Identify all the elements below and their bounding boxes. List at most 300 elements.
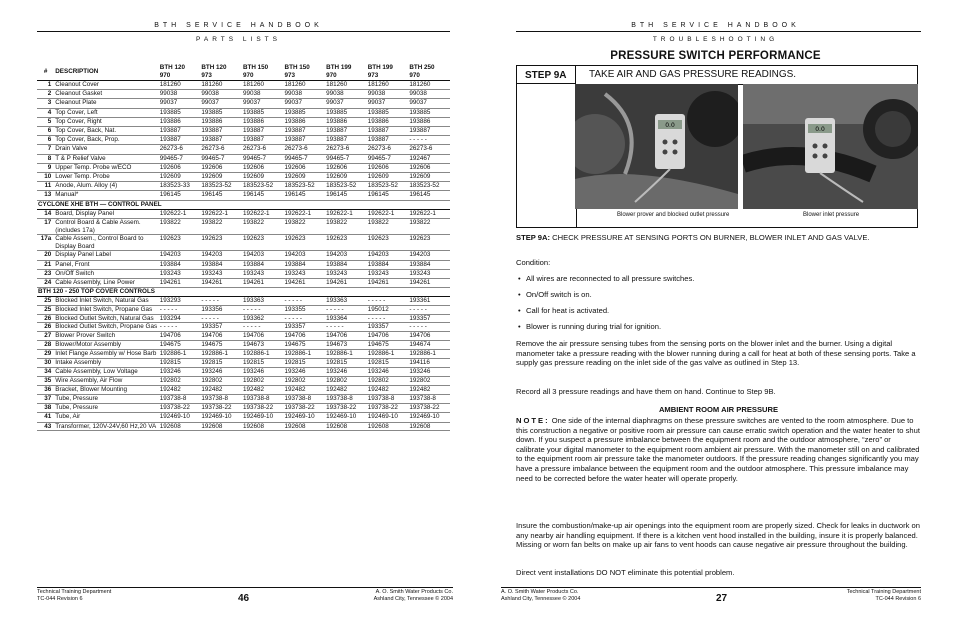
part-number-index: 37 bbox=[37, 395, 54, 404]
part-code: 193887 bbox=[159, 127, 201, 136]
part-number-index: 11 bbox=[37, 182, 54, 191]
part-description: Cable Assembly, Low Voltage bbox=[54, 368, 159, 377]
col-desc-header: DESCRIPTION bbox=[54, 63, 159, 81]
part-code: 194261 bbox=[367, 279, 409, 288]
part-number-index: 38 bbox=[37, 404, 54, 413]
part-description: Blower/Motor Assembly bbox=[54, 341, 159, 350]
part-code: 192622-1 bbox=[242, 209, 284, 218]
model-series: 970 bbox=[242, 71, 254, 79]
part-code: 192802 bbox=[159, 376, 201, 385]
part-code: 192609 bbox=[325, 173, 367, 182]
part-code: 194706 bbox=[325, 331, 367, 340]
part-code: 194261 bbox=[200, 279, 242, 288]
part-code: 193361 bbox=[408, 297, 450, 306]
part-code: 192469-10 bbox=[159, 413, 201, 422]
right-header-subtitle: TROUBLESHOOTING bbox=[652, 36, 779, 43]
left-header-rule bbox=[37, 31, 450, 32]
part-code: 192482 bbox=[325, 385, 367, 394]
step-line-text: CHECK PRESSURE AT SENSING PORTS ON BURNER, BLOWER INLET AND GAS VALVE. bbox=[552, 233, 870, 242]
part-code: 26273-6 bbox=[159, 145, 201, 154]
part-code: 194706 bbox=[242, 331, 284, 340]
part-code: 193357 bbox=[284, 323, 326, 332]
part-code: 192802 bbox=[367, 376, 409, 385]
part-code: 192622-1 bbox=[159, 209, 201, 218]
table-row bbox=[37, 279, 450, 288]
part-code: 183523-52 bbox=[408, 182, 450, 191]
table-row bbox=[37, 173, 450, 182]
col-model-header-4 bbox=[284, 63, 326, 81]
model-series: 970 bbox=[159, 71, 171, 79]
part-code: 193885 bbox=[200, 108, 242, 117]
part-code: 192622-1 bbox=[408, 209, 450, 218]
part-number-index: 41 bbox=[37, 413, 54, 422]
table-row bbox=[37, 163, 450, 172]
part-number-index: 8 bbox=[37, 154, 54, 163]
table-row bbox=[37, 404, 450, 413]
part-number-index: 4 bbox=[37, 108, 54, 117]
part-code: 192469-10 bbox=[325, 413, 367, 422]
part-description: Blocked Outlet Switch, Natural Gas bbox=[54, 314, 159, 323]
part-code: 192606 bbox=[284, 163, 326, 172]
part-number-index: 26 bbox=[37, 323, 54, 332]
note-paragraph bbox=[516, 416, 921, 483]
part-code: 193738-22 bbox=[367, 404, 409, 413]
right-footer-right bbox=[847, 589, 921, 603]
part-code: 192815 bbox=[284, 358, 326, 367]
part-code: 99037 bbox=[200, 99, 242, 108]
table-row bbox=[37, 136, 450, 145]
table-row bbox=[37, 341, 450, 350]
part-code: 194706 bbox=[159, 331, 201, 340]
part-code: 192622-1 bbox=[367, 209, 409, 218]
part-code: 192482 bbox=[284, 385, 326, 394]
part-code: 196145 bbox=[242, 191, 284, 200]
part-number-index: 17 bbox=[37, 219, 54, 235]
part-code: 193822 bbox=[200, 219, 242, 235]
part-code: 193243 bbox=[284, 269, 326, 278]
table-row bbox=[37, 331, 450, 340]
part-code: 192482 bbox=[408, 385, 450, 394]
part-code: 194203 bbox=[284, 251, 326, 260]
part-description: Cleanout Gasket bbox=[54, 90, 159, 99]
part-code: 194203 bbox=[242, 251, 284, 260]
model-name: BTH 250 bbox=[409, 64, 435, 71]
part-number-index: 1 bbox=[37, 81, 54, 90]
part-number-index: 13 bbox=[37, 191, 54, 200]
part-code: 192609 bbox=[284, 173, 326, 182]
left-footer-company: A. O. Smith Water Products Co. bbox=[375, 589, 453, 595]
right-footer-left bbox=[501, 589, 580, 603]
part-code: 193738-22 bbox=[325, 404, 367, 413]
left-header-subtitle: PARTS LISTS bbox=[196, 36, 281, 43]
part-number-index: 25 bbox=[37, 306, 54, 315]
part-code: 193243 bbox=[200, 269, 242, 278]
part-code: - - - - - bbox=[284, 314, 326, 323]
condition-bullet-2 bbox=[516, 290, 921, 300]
caption-right: Blower inlet pressure bbox=[803, 212, 860, 218]
part-code: 193243 bbox=[325, 269, 367, 278]
part-code: 192606 bbox=[325, 163, 367, 172]
table-row bbox=[37, 269, 450, 278]
part-code: 194675 bbox=[367, 341, 409, 350]
part-code: 193886 bbox=[367, 117, 409, 126]
part-code: 193885 bbox=[159, 108, 201, 117]
part-code: - - - - - bbox=[408, 323, 450, 332]
part-description: Cleanout Cover bbox=[54, 81, 159, 90]
part-code: 99465-7 bbox=[325, 154, 367, 163]
part-code: 192469-10 bbox=[284, 413, 326, 422]
part-code: 193887 bbox=[200, 136, 242, 145]
part-code: 181260 bbox=[242, 81, 284, 90]
part-code: 181260 bbox=[325, 81, 367, 90]
part-code: 192606 bbox=[159, 163, 201, 172]
part-code: 192815 bbox=[325, 358, 367, 367]
meter-reading-right: 0.0 bbox=[815, 126, 825, 133]
table-row bbox=[37, 385, 450, 394]
part-code: 193886 bbox=[242, 117, 284, 126]
part-code: 99038 bbox=[408, 90, 450, 99]
photo-blower-prover bbox=[575, 84, 738, 209]
part-description: Drain Valve bbox=[54, 145, 159, 154]
col-model-header-7 bbox=[408, 63, 450, 81]
part-code: 99465-7 bbox=[242, 154, 284, 163]
part-code: 183523-52 bbox=[200, 182, 242, 191]
part-code: 99037 bbox=[242, 99, 284, 108]
table-row bbox=[37, 81, 450, 90]
part-code: 192815 bbox=[367, 358, 409, 367]
part-code: 193246 bbox=[159, 368, 201, 377]
part-code: 194706 bbox=[367, 331, 409, 340]
part-code: 194706 bbox=[408, 331, 450, 340]
table-row bbox=[37, 209, 450, 218]
part-number-index: 14 bbox=[37, 209, 54, 218]
part-code: - - - - - bbox=[367, 297, 409, 306]
table-row bbox=[37, 376, 450, 385]
left-footer-right bbox=[374, 589, 453, 603]
part-code: 193884 bbox=[159, 260, 201, 269]
part-code: 99037 bbox=[284, 99, 326, 108]
part-code: 193887 bbox=[284, 136, 326, 145]
part-code: 192802 bbox=[200, 376, 242, 385]
part-code: 193885 bbox=[284, 108, 326, 117]
ambient-title: AMBIENT ROOM AIR PRESSURE bbox=[658, 405, 779, 414]
part-code: 192608 bbox=[159, 422, 201, 431]
part-code: 193886 bbox=[200, 117, 242, 126]
part-description: Cleanout Plate bbox=[54, 99, 159, 108]
part-code: 193294 bbox=[159, 314, 201, 323]
part-number-index: 28 bbox=[37, 341, 54, 350]
model-series: 973 bbox=[201, 71, 212, 79]
right-footer-rule bbox=[501, 587, 921, 588]
part-description: Top Cover, Back, Prop. bbox=[54, 136, 159, 145]
part-code: 99037 bbox=[325, 99, 367, 108]
condition-bullet-1-text: • All wires are reconnected to all pressure switches. bbox=[516, 274, 921, 284]
part-code: 192469-10 bbox=[408, 413, 450, 422]
model-name: BTH 120 bbox=[159, 64, 185, 71]
part-code: 194261 bbox=[159, 279, 201, 288]
part-code: 192623 bbox=[408, 235, 450, 251]
part-description: T & P Relief Valve bbox=[54, 154, 159, 163]
part-code: 26273-6 bbox=[367, 145, 409, 154]
table-section-row bbox=[37, 200, 450, 209]
right-footer-revision: TC-044 Revision 6 bbox=[875, 596, 921, 602]
part-description: Bracket, Blower Mounting bbox=[54, 385, 159, 394]
part-code: 193822 bbox=[284, 219, 326, 235]
right-header-title: BTH SERVICE HANDBOOK bbox=[631, 22, 800, 29]
part-code: 26273-6 bbox=[408, 145, 450, 154]
part-number-index: 6 bbox=[37, 136, 54, 145]
part-code: 193822 bbox=[408, 219, 450, 235]
part-code: 193887 bbox=[408, 127, 450, 136]
right-header-rule bbox=[516, 31, 921, 32]
part-code: 99038 bbox=[284, 90, 326, 99]
part-code: 194706 bbox=[284, 331, 326, 340]
part-code: 183523-52 bbox=[284, 182, 326, 191]
part-code: 99037 bbox=[367, 99, 409, 108]
part-code: - - - - - bbox=[159, 323, 201, 332]
part-code: 193357 bbox=[367, 323, 409, 332]
part-description: Cable Assem., Control Board to Display Board bbox=[54, 235, 159, 251]
left-footer-revision: TC-044 Revision 6 bbox=[37, 596, 83, 602]
col-num-header: # bbox=[37, 63, 54, 81]
table-row bbox=[37, 395, 450, 404]
part-code: 181260 bbox=[200, 81, 242, 90]
part-code: 194675 bbox=[159, 341, 201, 350]
part-code: 99037 bbox=[408, 99, 450, 108]
part-description: Display Panel Label bbox=[54, 251, 159, 260]
paragraph-2: Record all 3 pressure readings and have them on hand. Continue to Step 9B. bbox=[516, 387, 776, 396]
paragraph-3: Insure the combustion/make-up air openings into the equipment room are properly sized. Check for leaks in ductwork on any nearby air handling equipment. If there is a kitchen vent hood installed in the building, insure it is properly balanced. Missing or worn fan belts on make up air fans to vent hoods can cause negative air pressure throughout the building. bbox=[516, 521, 920, 550]
part-code: 196145 bbox=[159, 191, 201, 200]
part-code: - - - - - bbox=[242, 323, 284, 332]
part-code: 193884 bbox=[200, 260, 242, 269]
part-code: 192622-1 bbox=[325, 209, 367, 218]
part-code: 192802 bbox=[408, 376, 450, 385]
caption-left: Blower prover and blocked outlet pressure bbox=[617, 212, 730, 218]
part-code: 194203 bbox=[325, 251, 367, 260]
part-code: 194706 bbox=[200, 331, 242, 340]
part-code: 194261 bbox=[325, 279, 367, 288]
right-page-number: 27 bbox=[716, 593, 728, 604]
section-heading: CYCLONE XHE BTH — CONTROL PANEL bbox=[37, 200, 450, 209]
model-name: BTH 199 bbox=[326, 64, 352, 71]
table-row bbox=[37, 99, 450, 108]
part-description: Control Board & Cable Assem. (includes 17a) bbox=[54, 219, 159, 235]
part-code: 193887 bbox=[159, 136, 201, 145]
part-code: 193293 bbox=[159, 297, 201, 306]
part-code: 99465-7 bbox=[159, 154, 201, 163]
part-code: 194203 bbox=[159, 251, 201, 260]
part-number-index: 6 bbox=[37, 127, 54, 136]
part-code: 194673 bbox=[242, 341, 284, 350]
page-title: PRESSURE SWITCH PERFORMANCE bbox=[610, 50, 821, 62]
paragraph-4: Direct vent installations DO NOT eliminate this potential problem. bbox=[516, 568, 735, 577]
part-code: 193357 bbox=[408, 314, 450, 323]
part-code: 193243 bbox=[367, 269, 409, 278]
part-code: - - - - - bbox=[200, 297, 242, 306]
part-code: 193243 bbox=[408, 269, 450, 278]
part-code: 194203 bbox=[200, 251, 242, 260]
table-row bbox=[37, 145, 450, 154]
part-code: 192802 bbox=[325, 376, 367, 385]
part-code: 193363 bbox=[242, 297, 284, 306]
part-code: 193885 bbox=[408, 108, 450, 117]
part-code: 193822 bbox=[159, 219, 201, 235]
part-code: 196145 bbox=[367, 191, 409, 200]
part-code: 192886-1 bbox=[367, 350, 409, 359]
part-code: 193887 bbox=[367, 127, 409, 136]
part-code: 194673 bbox=[325, 341, 367, 350]
part-code: 192482 bbox=[200, 385, 242, 394]
part-description: Inlet Flange Assembly w/ Hose Barb bbox=[54, 350, 159, 359]
part-code: 193887 bbox=[367, 136, 409, 145]
part-code: 193887 bbox=[242, 136, 284, 145]
photo-blower-prover-image bbox=[575, 84, 738, 209]
part-code: 192467 bbox=[408, 154, 450, 163]
meter-reading-left: 0.0 bbox=[665, 122, 675, 129]
part-code: 192608 bbox=[284, 422, 326, 431]
model-name: BTH 150 bbox=[284, 64, 310, 71]
part-code: 193738-8 bbox=[367, 395, 409, 404]
part-code: 194203 bbox=[367, 251, 409, 260]
table-section-row bbox=[37, 288, 450, 297]
parts-table-body bbox=[37, 81, 450, 431]
part-number-index: 3 bbox=[37, 99, 54, 108]
condition-bullet-4 bbox=[516, 322, 921, 332]
condition-bullet-2-text: • On/Off switch is on. bbox=[516, 290, 921, 300]
part-code: 192886-1 bbox=[242, 350, 284, 359]
part-description: On/Off Switch bbox=[54, 269, 159, 278]
part-code: 193246 bbox=[408, 368, 450, 377]
col-model-header-3 bbox=[242, 63, 284, 81]
table-row bbox=[37, 297, 450, 306]
part-description: Intake Assembly bbox=[54, 358, 159, 367]
table-row bbox=[37, 154, 450, 163]
part-number-index: 24 bbox=[37, 279, 54, 288]
part-code: 194674 bbox=[408, 341, 450, 350]
part-code: 193738-8 bbox=[159, 395, 201, 404]
part-code: 192606 bbox=[242, 163, 284, 172]
part-code: 193738-8 bbox=[408, 395, 450, 404]
left-footer-dept: Technical Training Department bbox=[37, 589, 112, 595]
part-code: 192482 bbox=[159, 385, 201, 394]
part-code: 192623 bbox=[200, 235, 242, 251]
note-label: NOTE: bbox=[516, 416, 550, 425]
part-description: Panel, Front bbox=[54, 260, 159, 269]
part-code: - - - - - bbox=[159, 306, 201, 315]
part-code: 192608 bbox=[408, 422, 450, 431]
part-code: 192622-1 bbox=[284, 209, 326, 218]
part-code: 193887 bbox=[242, 127, 284, 136]
part-code: 193738-22 bbox=[200, 404, 242, 413]
part-code: - - - - - bbox=[284, 297, 326, 306]
part-code: 192608 bbox=[325, 422, 367, 431]
part-description: Blocked Inlet Switch, Natural Gas bbox=[54, 297, 159, 306]
part-code: 192608 bbox=[367, 422, 409, 431]
part-code: 193884 bbox=[367, 260, 409, 269]
part-code: 26273-6 bbox=[325, 145, 367, 154]
table-row bbox=[37, 306, 450, 315]
part-description: Cable Assembly, Line Power bbox=[54, 279, 159, 288]
part-code: 99038 bbox=[242, 90, 284, 99]
part-code: 99038 bbox=[159, 90, 201, 99]
col-model-header-5 bbox=[325, 63, 367, 81]
right-footer-company: A. O. Smith Water Products Co. bbox=[501, 589, 579, 595]
part-code: 193364 bbox=[325, 314, 367, 323]
part-code: 192802 bbox=[284, 376, 326, 385]
left-page-number: 46 bbox=[238, 593, 250, 604]
part-code: 193884 bbox=[408, 260, 450, 269]
part-code: 193886 bbox=[159, 117, 201, 126]
part-code: 193355 bbox=[284, 306, 326, 315]
part-code: 192623 bbox=[242, 235, 284, 251]
part-code: 192606 bbox=[367, 163, 409, 172]
part-code: - - - - - bbox=[242, 306, 284, 315]
part-number-index: 27 bbox=[37, 331, 54, 340]
part-number-index: 10 bbox=[37, 173, 54, 182]
section-heading: BTH 120 - 250 TOP COVER CONTROLS bbox=[37, 288, 450, 297]
part-code: 183523-52 bbox=[242, 182, 284, 191]
part-code: - - - - - bbox=[325, 306, 367, 315]
part-number-index: 2 bbox=[37, 90, 54, 99]
part-code: 193357 bbox=[200, 323, 242, 332]
part-description: Anode, Alum. Alloy (4) bbox=[54, 182, 159, 191]
table-row bbox=[37, 191, 450, 200]
part-code: 194261 bbox=[242, 279, 284, 288]
model-series: 973 bbox=[367, 71, 379, 79]
part-description: Top Cover, Left bbox=[54, 108, 159, 117]
part-code: 196145 bbox=[408, 191, 450, 200]
left-footer-location: Ashland City, Tennessee © 2004 bbox=[373, 596, 453, 602]
part-code: 181260 bbox=[284, 81, 326, 90]
table-row bbox=[37, 182, 450, 191]
part-code: 192886-1 bbox=[284, 350, 326, 359]
part-code: 194675 bbox=[200, 341, 242, 350]
part-description: Wire Assembly, Air Flow bbox=[54, 376, 159, 385]
part-code: 193738-22 bbox=[284, 404, 326, 413]
parts-table bbox=[37, 63, 450, 431]
part-code: 193884 bbox=[325, 260, 367, 269]
part-code: 195012 bbox=[367, 306, 409, 315]
part-code: 192469-10 bbox=[367, 413, 409, 422]
part-code: 192469-10 bbox=[200, 413, 242, 422]
part-code: 192623 bbox=[284, 235, 326, 251]
table-row bbox=[37, 235, 450, 251]
part-code: 192606 bbox=[200, 163, 242, 172]
part-description: Transformer, 120V-24V,60 Hz,20 VA bbox=[54, 422, 159, 431]
part-code: 99038 bbox=[200, 90, 242, 99]
part-code: 196145 bbox=[284, 191, 326, 200]
table-row bbox=[37, 323, 450, 332]
step-box bbox=[516, 65, 918, 228]
part-code: 193884 bbox=[242, 260, 284, 269]
part-code: 192608 bbox=[242, 422, 284, 431]
table-row bbox=[37, 350, 450, 359]
left-footer-left bbox=[37, 589, 111, 603]
part-number-index: 9 bbox=[37, 163, 54, 172]
part-code: 193243 bbox=[242, 269, 284, 278]
part-number-index: 26 bbox=[37, 314, 54, 323]
table-row bbox=[37, 358, 450, 367]
part-code: - - - - - bbox=[200, 314, 242, 323]
part-code: 26273-6 bbox=[242, 145, 284, 154]
part-code: 193884 bbox=[284, 260, 326, 269]
table-row bbox=[37, 127, 450, 136]
part-description: Tube, Pressure bbox=[54, 404, 159, 413]
part-code: 192815 bbox=[159, 358, 201, 367]
part-code: 181260 bbox=[367, 81, 409, 90]
part-number-index: 21 bbox=[37, 260, 54, 269]
